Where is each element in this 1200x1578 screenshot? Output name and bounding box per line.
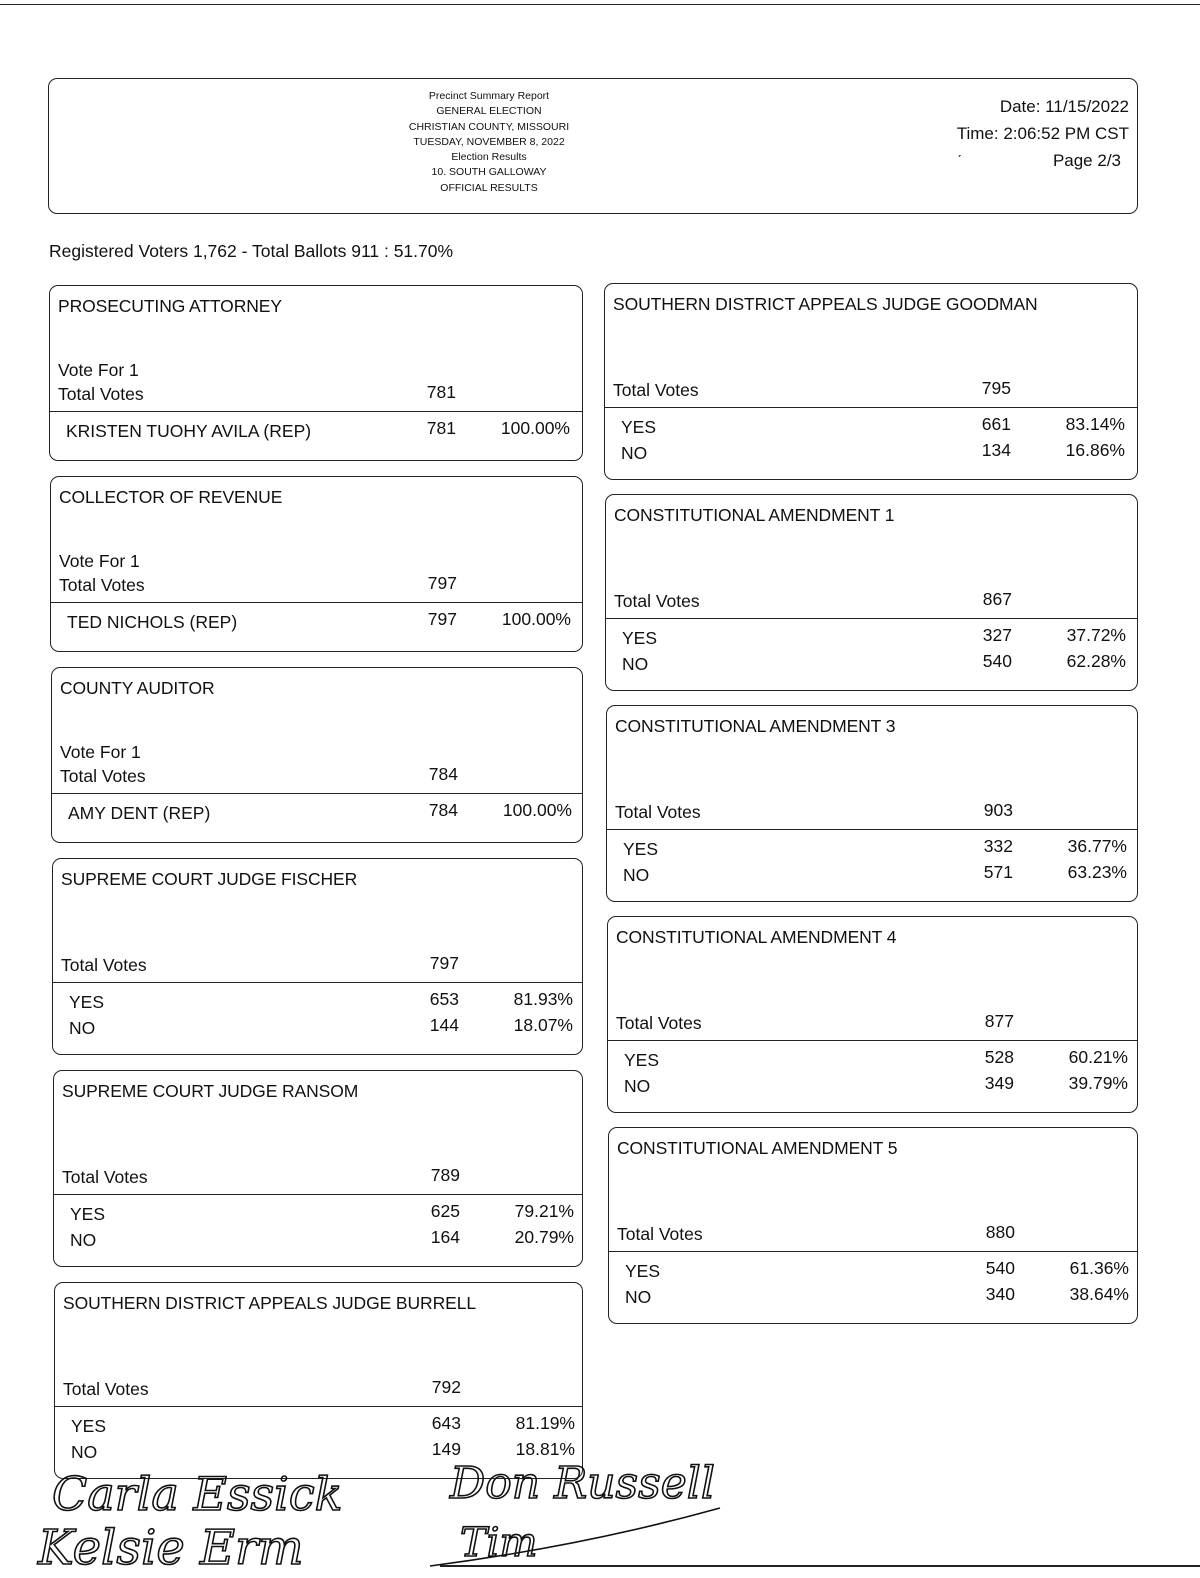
contest-title: SUPREME COURT JUDGE RANSOM xyxy=(62,1081,359,1101)
contest-box xyxy=(606,705,1138,902)
choice-votes: 327 xyxy=(982,625,1012,645)
choice-percent: 79.21% xyxy=(514,1201,574,1221)
choice-name: YES xyxy=(70,1204,106,1224)
divider xyxy=(609,1251,1137,1252)
page-number: Page 2/3 xyxy=(1052,151,1121,170)
choice-name: NO xyxy=(71,1442,98,1462)
total-votes-count: 781 xyxy=(426,382,456,402)
choice-votes: 528 xyxy=(984,1047,1014,1067)
signature-2: Kelsie Erm xyxy=(38,1520,304,1573)
choice-row xyxy=(54,1227,582,1254)
choice-votes: 643 xyxy=(431,1413,461,1433)
choice-votes: 540 xyxy=(982,651,1012,671)
stray-mark: ˏ xyxy=(957,141,962,157)
choice-row xyxy=(53,989,582,1016)
contest-title: COUNTY AUDITOR xyxy=(60,678,215,698)
election-date: TUESDAY, NOVEMBER 8, 2022 xyxy=(413,135,565,148)
choice-percent: 16.86% xyxy=(1065,440,1125,460)
total-votes-count: 797 xyxy=(427,573,457,593)
choice-name: AMY DENT (REP) xyxy=(68,803,211,823)
choice-row xyxy=(606,625,1137,652)
contest-title: CONSTITUTIONAL AMENDMENT 4 xyxy=(616,927,897,947)
vote-for-label: Vote For 1 xyxy=(59,551,140,571)
choice-percent: 60.21% xyxy=(1068,1047,1128,1067)
choice-name: YES xyxy=(622,628,658,648)
choice-percent: 61.36% xyxy=(1069,1258,1129,1278)
choice-votes: 349 xyxy=(984,1073,1014,1093)
choice-percent: 39.79% xyxy=(1068,1073,1128,1093)
results-label: Election Results xyxy=(451,151,527,164)
choice-name: YES xyxy=(621,417,657,437)
total-votes-count: 797 xyxy=(429,953,459,973)
divider xyxy=(52,793,582,794)
choice-row xyxy=(608,1047,1137,1074)
election-name: GENERAL ELECTION xyxy=(436,105,542,118)
choice-percent: 18.81% xyxy=(515,1439,575,1459)
choice-percent: 100.00% xyxy=(501,609,571,629)
left-column xyxy=(49,285,583,1494)
choice-votes: 661 xyxy=(981,414,1011,434)
total-votes-count: 792 xyxy=(431,1377,461,1397)
report-header xyxy=(48,78,1138,214)
choice-votes: 149 xyxy=(431,1439,461,1459)
choice-row xyxy=(52,800,582,827)
divider xyxy=(605,407,1137,408)
contest-box xyxy=(49,285,583,461)
choice-row xyxy=(608,1073,1137,1100)
scan-top-edge xyxy=(0,4,1200,5)
vote-for-label: Vote For 1 xyxy=(60,742,141,762)
divider xyxy=(606,618,1137,619)
official-label: OFFICIAL RESULTS xyxy=(440,181,538,194)
choice-row xyxy=(53,1015,582,1042)
total-votes-label: Total Votes xyxy=(616,1013,702,1033)
contest-box xyxy=(52,858,583,1055)
choice-name: YES xyxy=(625,1261,661,1281)
choice-votes: 781 xyxy=(426,418,456,438)
choice-percent: 83.14% xyxy=(1065,414,1125,434)
choice-votes: 625 xyxy=(430,1201,460,1221)
total-votes-label: Total Votes xyxy=(615,802,701,822)
choice-votes: 784 xyxy=(428,800,458,820)
contest-box xyxy=(51,667,583,843)
divider xyxy=(55,1406,582,1407)
choice-name: TED NICHOLS (REP) xyxy=(67,612,238,632)
contest-box xyxy=(605,494,1138,691)
vote-for-label: Vote For 1 xyxy=(58,360,139,380)
choice-votes: 134 xyxy=(981,440,1011,460)
signature-3: Don Russell xyxy=(450,1458,715,1509)
choice-percent: 20.79% xyxy=(514,1227,574,1247)
choice-name: YES xyxy=(69,992,105,1012)
choice-percent: 100.00% xyxy=(500,418,570,438)
choice-percent: 38.64% xyxy=(1069,1284,1129,1304)
total-votes-count: 877 xyxy=(984,1011,1014,1031)
divider xyxy=(608,1040,1137,1041)
divider xyxy=(50,411,582,412)
report-time: Time: 2:06:52 PM CST xyxy=(956,124,1129,143)
contest-box xyxy=(608,1127,1138,1324)
contest-title: SOUTHERN DISTRICT APPEALS JUDGE BURRELL xyxy=(63,1293,476,1313)
choice-row xyxy=(607,862,1137,889)
choice-percent: 100.00% xyxy=(502,800,572,820)
choice-votes: 540 xyxy=(985,1258,1015,1278)
choice-name: YES xyxy=(623,839,659,859)
choice-name: KRISTEN TUOHY AVILA (REP) xyxy=(66,421,312,441)
scan-bottom-edge xyxy=(440,1565,1200,1567)
choice-name: NO xyxy=(70,1230,97,1250)
choice-percent: 63.23% xyxy=(1067,862,1127,882)
jurisdiction: CHRISTIAN COUNTY, MISSOURI xyxy=(408,120,570,133)
report-meta xyxy=(889,93,1129,174)
total-votes-label: Total Votes xyxy=(62,1167,148,1187)
total-votes-label: Total Votes xyxy=(58,384,144,404)
choice-percent: 62.28% xyxy=(1066,651,1126,671)
choice-row xyxy=(54,1201,582,1228)
total-votes-count: 789 xyxy=(430,1165,460,1185)
total-votes-count: 867 xyxy=(982,589,1012,609)
signature-4: Tim xyxy=(460,1520,538,1566)
divider xyxy=(607,829,1137,830)
divider xyxy=(54,1194,582,1195)
choice-votes: 164 xyxy=(430,1227,460,1247)
total-votes-label: Total Votes xyxy=(60,766,146,786)
contest-box xyxy=(53,1070,583,1267)
contest-title: PROSECUTING ATTORNEY xyxy=(58,296,282,316)
choice-votes: 571 xyxy=(983,862,1013,882)
choice-row xyxy=(606,651,1137,678)
choice-row xyxy=(607,836,1137,863)
choice-name: NO xyxy=(69,1018,96,1038)
choice-name: NO xyxy=(622,654,649,674)
choice-votes: 797 xyxy=(427,609,457,629)
choice-name: NO xyxy=(621,443,648,463)
signature-drawing xyxy=(30,1448,750,1573)
contest-box xyxy=(604,283,1138,480)
contest-box xyxy=(607,916,1138,1113)
contest-title: CONSTITUTIONAL AMENDMENT 3 xyxy=(615,716,896,736)
total-votes-label: Total Votes xyxy=(614,591,700,611)
choice-row xyxy=(605,440,1137,467)
choice-row xyxy=(609,1284,1137,1311)
contest-title: COLLECTOR OF REVENUE xyxy=(59,487,283,507)
choice-votes: 340 xyxy=(985,1284,1015,1304)
choice-row xyxy=(605,414,1137,441)
choice-name: NO xyxy=(624,1076,651,1096)
choice-row xyxy=(609,1258,1137,1285)
choice-name: YES xyxy=(624,1050,660,1070)
choice-percent: 36.77% xyxy=(1067,836,1127,856)
choice-votes: 144 xyxy=(429,1015,459,1035)
total-votes-count: 784 xyxy=(428,764,458,784)
total-votes-label: Total Votes xyxy=(59,575,145,595)
choice-percent: 37.72% xyxy=(1066,625,1126,645)
contest-title: SOUTHERN DISTRICT APPEALS JUDGE GOODMAN xyxy=(613,294,1038,314)
choice-name: NO xyxy=(623,865,650,885)
choice-percent: 81.19% xyxy=(515,1413,575,1433)
precinct-name: 10. SOUTH GALLOWAY xyxy=(431,166,547,179)
report-type: Precinct Summary Report xyxy=(428,90,550,102)
contest-box xyxy=(50,476,583,652)
choice-name: YES xyxy=(71,1416,107,1436)
total-votes-label: Total Votes xyxy=(63,1379,149,1399)
total-votes-label: Total Votes xyxy=(617,1224,703,1244)
report-title-block xyxy=(379,89,599,196)
divider xyxy=(53,982,582,983)
choice-percent: 18.07% xyxy=(513,1015,573,1035)
choice-votes: 653 xyxy=(429,989,459,1009)
total-votes-count: 880 xyxy=(985,1222,1015,1242)
choice-row xyxy=(50,418,582,445)
choice-percent: 81.93% xyxy=(513,989,573,1009)
total-votes-count: 903 xyxy=(983,800,1013,820)
total-votes-count: 795 xyxy=(981,378,1011,398)
choice-votes: 332 xyxy=(983,836,1013,856)
total-votes-label: Total Votes xyxy=(61,955,147,975)
report-date: Date: 11/15/2022 xyxy=(999,97,1129,116)
choice-name: NO xyxy=(625,1287,652,1307)
contest-title: SUPREME COURT JUDGE FISCHER xyxy=(61,869,358,889)
turnout-summary: Registered Voters 1,762 - Total Ballots 911 : 51.70% xyxy=(49,241,454,261)
choice-row xyxy=(51,609,582,636)
signatures xyxy=(30,1448,750,1573)
signature-1: Carla Essick xyxy=(52,1467,343,1521)
divider xyxy=(51,602,582,603)
total-votes-label: Total Votes xyxy=(613,380,699,400)
contest-title: CONSTITUTIONAL AMENDMENT 1 xyxy=(614,505,895,525)
choice-row xyxy=(55,1413,582,1440)
right-column xyxy=(604,283,1138,1338)
contest-title: CONSTITUTIONAL AMENDMENT 5 xyxy=(617,1138,898,1158)
